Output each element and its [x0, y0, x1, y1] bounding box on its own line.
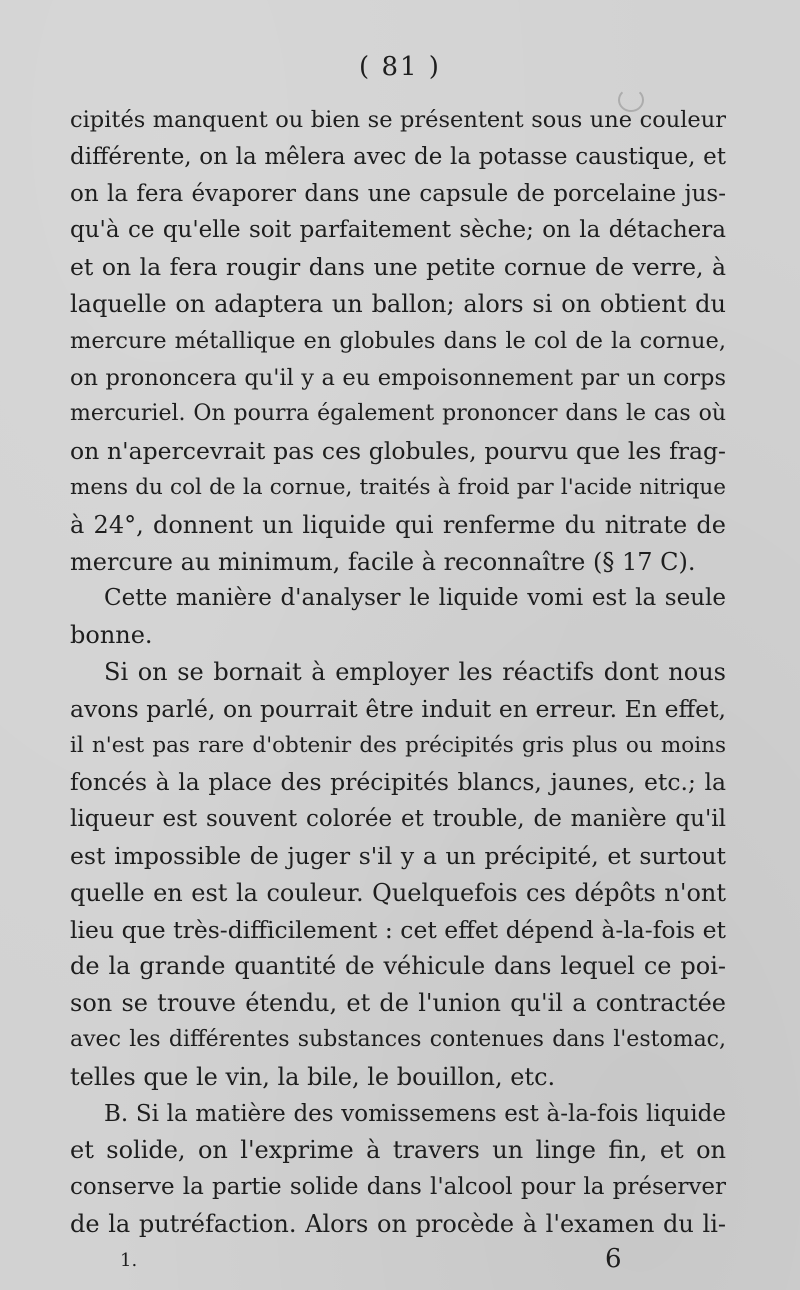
- text-line: quelle en est la couleur. Quelquefois ces dépôts n'ont: [70, 878, 726, 907]
- text-line: qu'à ce qu'elle soit parfaitement sèche; on la détachera: [70, 217, 726, 244]
- text-line: lieu que très-difficilement : cet effet dépend à-la-fois et: [70, 915, 726, 944]
- text-line: à 24°, donnent un liquide qui renferme du nitrate de: [70, 510, 726, 539]
- text-line: conserve la partie solide dans l'alcool pour la préserver: [70, 1174, 726, 1201]
- text-line: il n'est pas rare d'obtenir des précipités gris plus ou moins: [70, 732, 726, 758]
- page-number: ( 81 ): [359, 52, 441, 82]
- text-line: on n'apercevrait pas ces globules, pourvu que les frag-: [70, 437, 726, 466]
- text-line: cipités manquent ou bien se présentent sous une couleur: [70, 107, 726, 133]
- text-line: différente, on la mêlera avec de la potasse caustique, et: [70, 143, 726, 170]
- text-line: mercuriel. On pourra également prononcer dans le cas où: [70, 401, 726, 427]
- signature-mark: 1.: [120, 1250, 138, 1271]
- text-line: liqueur est souvent colorée et trouble, de manière qu'il: [70, 806, 726, 833]
- text-line: de la grande quantité de véhicule dans lequel ce poi-: [70, 952, 726, 981]
- text-line: avons parlé, on pourrait être induit en erreur. En effet,: [70, 694, 726, 723]
- paragraph-start-line: B. Si la matière des vomissemens est à-la-fois liquide: [104, 1100, 726, 1127]
- text-line: laquelle on adaptera un ballon; alors si on obtient du: [70, 289, 726, 318]
- paragraph-start-line: Si on se bornait à employer les réactifs dont nous: [104, 657, 726, 686]
- text-line: mens du col de la cornue, traités à froid par l'acide nitrique: [70, 474, 726, 500]
- text-line: de la putréfaction. Alors on procède à l'examen du li-: [70, 1209, 726, 1238]
- page-footer: [0, 1244, 800, 1280]
- text-line: est impossible de juger s'il y a un précipité, et surtout: [70, 841, 726, 870]
- paragraph-start-line: Cette manière d'analyser le liquide vomi est la seule: [104, 585, 726, 612]
- text-line: et on la fera rougir dans une petite cornue de verre, à: [70, 253, 726, 282]
- text-line: bonne.: [70, 621, 153, 650]
- gathering-mark: 6: [605, 1244, 622, 1274]
- text-line: telles que le vin, la bile, le bouillon, etc.: [70, 1062, 556, 1091]
- text-line: mercure au minimum, facile à reconnaître (§ 17 C).: [70, 547, 696, 576]
- text-line: son se trouve étendu, et de l'union qu'il a contractée: [70, 989, 726, 1018]
- text-line: et solide, on l'exprime à travers un linge fin, et on: [70, 1136, 726, 1165]
- text-line: mercure métallique en globules dans le col de la cornue,: [70, 327, 726, 354]
- text-line: on prononcera qu'il y a eu empoisonnement par un corps: [70, 364, 726, 391]
- text-line: on la fera évaporer dans une capsule de porcelaine jus-: [70, 180, 726, 207]
- text-line: foncés à la place des précipités blancs, jaunes, etc.; la: [70, 768, 726, 797]
- body-text: [70, 102, 726, 1243]
- text-line: avec les différentes substances contenues dans l'estomac,: [70, 1026, 726, 1052]
